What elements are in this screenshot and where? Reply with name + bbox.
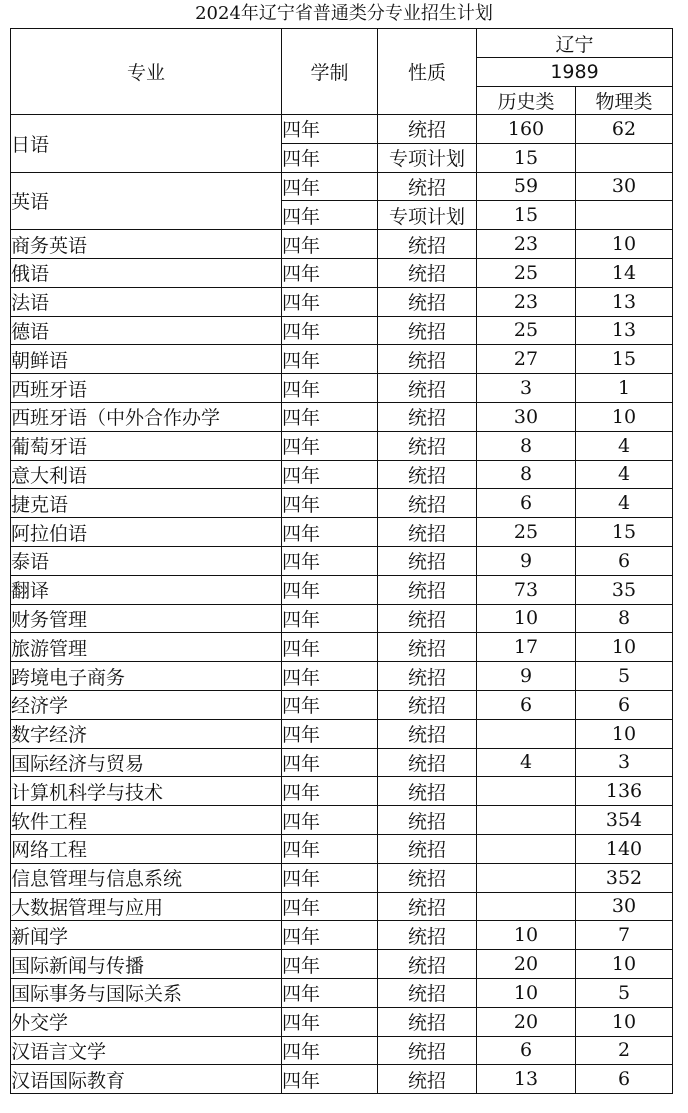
physics-count: 13 bbox=[576, 316, 673, 345]
major-name: 德语 bbox=[11, 316, 282, 345]
header-province: 辽宁 bbox=[477, 29, 673, 58]
table-row bbox=[11, 690, 673, 719]
major-name: 汉语言文学 bbox=[11, 1036, 282, 1065]
major-name: 法语 bbox=[11, 287, 282, 316]
table-row bbox=[11, 316, 673, 345]
nature-cell: 统招 bbox=[378, 575, 477, 604]
history-count: 73 bbox=[477, 575, 576, 604]
major-name: 意大利语 bbox=[11, 460, 282, 489]
major-name: 新闻学 bbox=[11, 921, 282, 950]
table-row bbox=[11, 978, 673, 1007]
nature-cell: 统招 bbox=[378, 258, 477, 287]
table-row bbox=[11, 230, 673, 259]
table-row bbox=[11, 115, 673, 144]
nature-cell: 统招 bbox=[378, 402, 477, 431]
physics-count: 13 bbox=[576, 287, 673, 316]
header-nature: 性质 bbox=[378, 29, 477, 115]
table-row bbox=[11, 834, 673, 863]
nature-cell: 统招 bbox=[378, 230, 477, 259]
physics-count: 15 bbox=[576, 345, 673, 374]
nature-cell: 统招 bbox=[378, 604, 477, 633]
major-name: 泰语 bbox=[11, 546, 282, 575]
major-name: 网络工程 bbox=[11, 834, 282, 863]
table-row bbox=[11, 1007, 673, 1036]
major-name: 俄语 bbox=[11, 258, 282, 287]
header-length: 学制 bbox=[282, 29, 378, 115]
length-cell: 四年 bbox=[282, 748, 378, 777]
nature-cell: 统招 bbox=[378, 546, 477, 575]
physics-count: 8 bbox=[576, 604, 673, 633]
table-row bbox=[11, 921, 673, 950]
length-cell: 四年 bbox=[282, 806, 378, 835]
physics-count: 5 bbox=[576, 978, 673, 1007]
history-count bbox=[477, 834, 576, 863]
length-cell: 四年 bbox=[282, 518, 378, 547]
history-count: 8 bbox=[477, 431, 576, 460]
major-name: 西班牙语 bbox=[11, 374, 282, 403]
table-row bbox=[11, 374, 673, 403]
history-count: 9 bbox=[477, 662, 576, 691]
physics-count: 30 bbox=[576, 172, 673, 201]
length-cell: 四年 bbox=[282, 575, 378, 604]
nature-cell: 统招 bbox=[378, 921, 477, 950]
major-name: 国际经济与贸易 bbox=[11, 748, 282, 777]
table-row bbox=[11, 1036, 673, 1065]
major-name: 计算机科学与技术 bbox=[11, 777, 282, 806]
physics-count: 30 bbox=[576, 892, 673, 921]
physics-count: 4 bbox=[576, 431, 673, 460]
table-row bbox=[11, 633, 673, 662]
physics-count: 62 bbox=[576, 115, 673, 144]
nature-cell: 统招 bbox=[378, 489, 477, 518]
nature-cell: 统招 bbox=[378, 518, 477, 547]
major-name: 信息管理与信息系统 bbox=[11, 863, 282, 892]
length-cell: 四年 bbox=[282, 978, 378, 1007]
physics-count: 10 bbox=[576, 1007, 673, 1036]
length-cell: 四年 bbox=[282, 287, 378, 316]
physics-count: 6 bbox=[576, 1065, 673, 1094]
length-cell: 四年 bbox=[282, 892, 378, 921]
history-count: 160 bbox=[477, 115, 576, 144]
history-count: 10 bbox=[477, 921, 576, 950]
history-count: 15 bbox=[477, 143, 576, 172]
length-cell: 四年 bbox=[282, 921, 378, 950]
nature-cell: 统招 bbox=[378, 978, 477, 1007]
nature-cell: 统招 bbox=[378, 115, 477, 144]
nature-cell: 统招 bbox=[378, 806, 477, 835]
history-count: 25 bbox=[477, 316, 576, 345]
history-count bbox=[477, 719, 576, 748]
physics-count: 4 bbox=[576, 460, 673, 489]
nature-cell: 统招 bbox=[378, 662, 477, 691]
major-name: 捷克语 bbox=[11, 489, 282, 518]
physics-count: 1 bbox=[576, 374, 673, 403]
physics-count: 3 bbox=[576, 748, 673, 777]
nature-cell: 统招 bbox=[378, 460, 477, 489]
length-cell: 四年 bbox=[282, 834, 378, 863]
length-cell: 四年 bbox=[282, 172, 378, 201]
physics-count: 7 bbox=[576, 921, 673, 950]
history-count: 59 bbox=[477, 172, 576, 201]
history-count: 23 bbox=[477, 230, 576, 259]
table-row bbox=[11, 604, 673, 633]
history-count: 13 bbox=[477, 1065, 576, 1094]
length-cell: 四年 bbox=[282, 143, 378, 172]
major-name: 商务英语 bbox=[11, 230, 282, 259]
physics-count: 10 bbox=[576, 719, 673, 748]
page-title: 2024年辽宁省普通类分专业招生计划 bbox=[195, 3, 493, 24]
nature-cell: 专项计划 bbox=[378, 201, 477, 230]
nature-cell: 统招 bbox=[378, 950, 477, 979]
major-name: 日语 bbox=[11, 115, 282, 173]
table-row bbox=[11, 575, 673, 604]
table-row bbox=[11, 662, 673, 691]
physics-count: 4 bbox=[576, 489, 673, 518]
table-row bbox=[11, 172, 673, 201]
history-count: 3 bbox=[477, 374, 576, 403]
major-name: 国际事务与国际关系 bbox=[11, 978, 282, 1007]
major-name: 旅游管理 bbox=[11, 633, 282, 662]
history-count: 4 bbox=[477, 748, 576, 777]
major-name: 外交学 bbox=[11, 1007, 282, 1036]
major-name: 国际新闻与传播 bbox=[11, 950, 282, 979]
table-row bbox=[11, 345, 673, 374]
nature-cell: 统招 bbox=[378, 748, 477, 777]
physics-count: 6 bbox=[576, 546, 673, 575]
table-row bbox=[11, 402, 673, 431]
table-row bbox=[11, 546, 673, 575]
length-cell: 四年 bbox=[282, 1036, 378, 1065]
length-cell: 四年 bbox=[282, 662, 378, 691]
nature-cell: 统招 bbox=[378, 690, 477, 719]
physics-count: 5 bbox=[576, 662, 673, 691]
length-cell: 四年 bbox=[282, 460, 378, 489]
history-count: 30 bbox=[477, 402, 576, 431]
physics-count bbox=[576, 201, 673, 230]
length-cell: 四年 bbox=[282, 316, 378, 345]
history-count: 20 bbox=[477, 950, 576, 979]
table-row bbox=[11, 748, 673, 777]
length-cell: 四年 bbox=[282, 863, 378, 892]
length-cell: 四年 bbox=[282, 546, 378, 575]
length-cell: 四年 bbox=[282, 258, 378, 287]
physics-count: 15 bbox=[576, 518, 673, 547]
nature-cell: 统招 bbox=[378, 863, 477, 892]
length-cell: 四年 bbox=[282, 402, 378, 431]
major-name: 朝鲜语 bbox=[11, 345, 282, 374]
physics-count: 10 bbox=[576, 950, 673, 979]
history-count: 6 bbox=[477, 1036, 576, 1065]
length-cell: 四年 bbox=[282, 1065, 378, 1094]
history-count: 25 bbox=[477, 258, 576, 287]
length-cell: 四年 bbox=[282, 489, 378, 518]
table-row bbox=[11, 1065, 673, 1094]
length-cell: 四年 bbox=[282, 604, 378, 633]
nature-cell: 专项计划 bbox=[378, 143, 477, 172]
header-major: 专业 bbox=[11, 29, 282, 115]
nature-cell: 统招 bbox=[378, 345, 477, 374]
nature-cell: 统招 bbox=[378, 431, 477, 460]
physics-count: 136 bbox=[576, 777, 673, 806]
physics-count: 10 bbox=[576, 633, 673, 662]
length-cell: 四年 bbox=[282, 719, 378, 748]
table-row bbox=[11, 431, 673, 460]
history-count bbox=[477, 777, 576, 806]
history-count bbox=[477, 892, 576, 921]
history-count: 10 bbox=[477, 978, 576, 1007]
nature-cell: 统招 bbox=[378, 834, 477, 863]
table-row bbox=[11, 806, 673, 835]
physics-count: 6 bbox=[576, 690, 673, 719]
length-cell: 四年 bbox=[282, 777, 378, 806]
major-name: 软件工程 bbox=[11, 806, 282, 835]
length-cell: 四年 bbox=[282, 201, 378, 230]
major-name: 阿拉伯语 bbox=[11, 518, 282, 547]
major-name: 汉语国际教育 bbox=[11, 1065, 282, 1094]
table-row bbox=[11, 863, 673, 892]
history-count: 10 bbox=[477, 604, 576, 633]
length-cell: 四年 bbox=[282, 374, 378, 403]
major-name: 财务管理 bbox=[11, 604, 282, 633]
table-row bbox=[11, 287, 673, 316]
nature-cell: 统招 bbox=[378, 172, 477, 201]
physics-count: 352 bbox=[576, 863, 673, 892]
nature-cell: 统招 bbox=[378, 1065, 477, 1094]
major-name: 跨境电子商务 bbox=[11, 662, 282, 691]
table-row bbox=[11, 950, 673, 979]
major-name: 大数据管理与应用 bbox=[11, 892, 282, 921]
nature-cell: 统招 bbox=[378, 1007, 477, 1036]
length-cell: 四年 bbox=[282, 115, 378, 144]
header-physics: 物理类 bbox=[576, 87, 673, 115]
length-cell: 四年 bbox=[282, 230, 378, 259]
nature-cell: 统招 bbox=[378, 633, 477, 662]
history-count: 9 bbox=[477, 546, 576, 575]
history-count: 25 bbox=[477, 518, 576, 547]
enrollment-table bbox=[10, 28, 673, 1094]
physics-count: 2 bbox=[576, 1036, 673, 1065]
length-cell: 四年 bbox=[282, 633, 378, 662]
table-row bbox=[11, 489, 673, 518]
header-history: 历史类 bbox=[477, 87, 576, 115]
nature-cell: 统招 bbox=[378, 719, 477, 748]
table-row bbox=[11, 460, 673, 489]
nature-cell: 统招 bbox=[378, 374, 477, 403]
major-name: 经济学 bbox=[11, 690, 282, 719]
history-count: 23 bbox=[477, 287, 576, 316]
nature-cell: 统招 bbox=[378, 316, 477, 345]
physics-count bbox=[576, 143, 673, 172]
history-count: 6 bbox=[477, 690, 576, 719]
history-count: 17 bbox=[477, 633, 576, 662]
nature-cell: 统招 bbox=[378, 777, 477, 806]
nature-cell: 统招 bbox=[378, 287, 477, 316]
history-count: 8 bbox=[477, 460, 576, 489]
major-name: 西班牙语（中外合作办学 bbox=[11, 402, 282, 431]
physics-count: 35 bbox=[576, 575, 673, 604]
length-cell: 四年 bbox=[282, 690, 378, 719]
table-row bbox=[11, 892, 673, 921]
length-cell: 四年 bbox=[282, 345, 378, 374]
history-count bbox=[477, 806, 576, 835]
history-count: 27 bbox=[477, 345, 576, 374]
length-cell: 四年 bbox=[282, 1007, 378, 1036]
major-name: 葡萄牙语 bbox=[11, 431, 282, 460]
major-name: 数字经济 bbox=[11, 719, 282, 748]
history-count bbox=[477, 863, 576, 892]
table-body bbox=[11, 115, 673, 1094]
major-name: 英语 bbox=[11, 172, 282, 230]
table-row bbox=[11, 518, 673, 547]
header-total: 1989 bbox=[477, 58, 673, 87]
table-row bbox=[11, 777, 673, 806]
history-count: 6 bbox=[477, 489, 576, 518]
physics-count: 10 bbox=[576, 230, 673, 259]
physics-count: 354 bbox=[576, 806, 673, 835]
nature-cell: 统招 bbox=[378, 892, 477, 921]
table-row bbox=[11, 719, 673, 748]
physics-count: 10 bbox=[576, 402, 673, 431]
table-row bbox=[11, 258, 673, 287]
history-count: 20 bbox=[477, 1007, 576, 1036]
physics-count: 140 bbox=[576, 834, 673, 863]
nature-cell: 统招 bbox=[378, 1036, 477, 1065]
physics-count: 14 bbox=[576, 258, 673, 287]
length-cell: 四年 bbox=[282, 950, 378, 979]
history-count: 15 bbox=[477, 201, 576, 230]
length-cell: 四年 bbox=[282, 431, 378, 460]
major-name: 翻译 bbox=[11, 575, 282, 604]
